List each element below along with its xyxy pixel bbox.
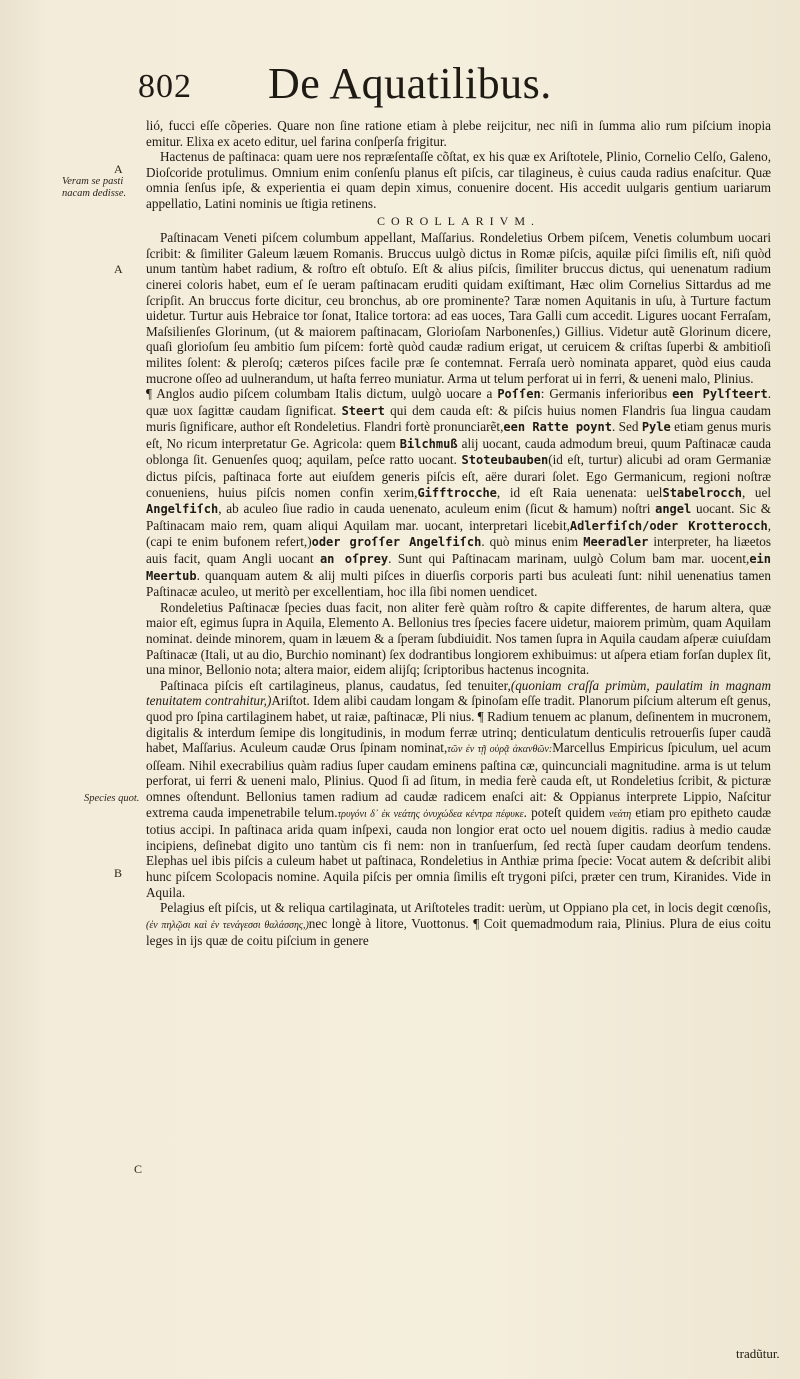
paragraph-3b xyxy=(146,386,771,600)
p3b-text: , (capi te enim bufonem refert,) xyxy=(146,517,771,550)
blackletter-term: angel xyxy=(655,502,692,517)
margin-letter-b: B xyxy=(114,866,123,880)
p5-italic-quote: (quoniam craſſa primùm, paulatim in magnam tenuitatem contrahitur,) xyxy=(146,677,771,709)
p3b-text: ¶ Anglos audio piſcem columbam Italis dictum, uulgò uocare a xyxy=(146,386,493,402)
paragraph-2: Hactenus de paſtinaca: quam uere nos repræſentaſſe cõſtat, ex his quæ ex Ariſtotele, Plinio, Cornelio Celſo, Galeno, Dioſcoride protulimus. Omnium enim conſenſu planus eſt piſcis, car tilagineus, è cuius cauda radius enaſcitur. Quæ omnia ſenſus ipſe, & experientia ei quam depin ximus, conuenire docent. His accedit uulgaris gentium uariarum appellatio, Latini nominis ue ſtigia retinens. xyxy=(146,149,771,211)
margin-note-species: Species quot. xyxy=(84,793,140,804)
greek-quote: τῶν ἐν τῇ οὐρᾷ ἀκανθῶν: xyxy=(447,744,553,756)
blackletter-term: Gifftrocche xyxy=(417,485,497,500)
p3b-text: etiam genus muris eſt, No ricum interpretatur Ge. Agricola: quem xyxy=(146,419,772,451)
main-text-column xyxy=(146,118,771,949)
p3b-text: . quò minus enim xyxy=(481,534,579,550)
margin-letter-a-2: A xyxy=(114,262,123,276)
p5-text: . poteſt quidem xyxy=(523,804,605,820)
blackletter-term: Meeradler xyxy=(583,535,649,550)
blackletter-term: oder groſſer Angelfiſch xyxy=(311,535,482,550)
p5-text: etiam pro epitheto caudæ totius accipi. In paſtinaca arida quam inſpexi, cauda non longior erat octo uel nouem digitis. radius à medio caudæ incipiens, deſinebat digito uno tantùm cis fi nem: non in tranſuerſum, ſed rectà ſuper caudam deorſum tendens. Elephas uel ibis piſcis a culeum habet ut paſtinaca, Rondeletius in Anthiæ prima ſpecie: Vocat autem & deſcribit alibi hunc piſcem Scolopacis nomine. Aquila piſcis per omnia ſimilis eſt trygoni piſci, præter cen trum, Kiranides. Vide in Aquila. xyxy=(146,804,772,900)
greek-quote: νεάτη xyxy=(609,808,632,820)
p6-text: nec longè à litore, Vuottonus. ¶ Coit quemadmodum raia, Plinius. Plura de eius coitu leges in ijs quæ de coitu piſcium in genere xyxy=(146,915,771,949)
paragraph-1: lió, fucci eſſe cõperies. Quare non ſine ratione etiam à plebe reijcitur, nec niſi in ſumma alio rum piſcium inopia emitur. Elixa ex aceto editur, uel farina conſperſa frigitur. xyxy=(146,118,771,149)
greek-quote: (ἐν πηλῷσι καὶ ἐν τενάγεσσι θαλάσσης,) xyxy=(146,919,309,931)
p5-text: Marcellus Empiricus ſpiculum, uel acum oſſeam. Nihil execrabilius quàm radius ſuper caudam eminens paſtina cæ, quincunciali magnitudine. arma is ut telum perforat, ui ferri & ueneni malo, Plinius. Quod ſi ad ſitum, in media ferè cauda eſt, ut Rondeletius ſcribit, & picturæ omnes oſtendunt. Bellonius tamen radium ad caudæ radicem enaſci ait: & Oppianus interprete Lippio, Naſcitur extrema cauda impenetrabile telum. xyxy=(146,740,771,820)
p3b-text: , ab aculeo ſiue radio in cauda uenenato, aculeum enim (ſicut & hamum) noſtri xyxy=(218,501,651,517)
blackletter-term: Adlerfiſch/oder Krotterocch xyxy=(569,518,768,533)
p6-text: Pelagius eſt piſcis, ut & reliqua cartilaginata, ut Ariſtoteles tradit: uerùm, ut Oppiano pla cet, in locis degit cœnoſis, xyxy=(160,900,771,916)
p3b-text: uocant. Sic & Paſtinacam maio rem, quam aliqui Aquilam mar. uocant, interpretari licebit, xyxy=(146,501,771,533)
blackletter-term: Stabelrocch xyxy=(662,485,742,500)
p3b-text: (id eſt, turtur) alicubi ad oram Germaniæ dictus piſcis, paſtinaca forte aut eiuſdem generis piſcis eſt, aëre durari ſolet. Ego Germanicum, regioni noſtræ conueniens, huius piſcis nomen confin xerim, xyxy=(146,452,772,500)
p5-text: Ariſtot. Idem alibi caudam longam & ſpinoſam eſſe tradit. Planorum piſcium alterum eſt genus, quod pro ſpina cartilaginem habet, ut raiæ, paſtinacæ, Pli nius. ¶ Radium tenuem ac planum, deſinentem in mucronem, digitalis & interdum ſemipe dis longitudinis, in modum ferræ utrinq; denticulatum denticulis retrouerſis ſuper caudã habet, Maſſarius. Aculeum caudæ Orus ſpinam nominat, xyxy=(146,693,771,756)
running-title: De Aquatilibus. xyxy=(268,59,552,108)
margin-note-veram: Veram se pasti nacam dedisse. xyxy=(62,176,127,199)
p3b-text: interpreter, ha liæetos auis facit, quam Angli uocant xyxy=(146,534,772,567)
blackletter-term: Bilchmuß xyxy=(399,436,458,451)
page-header xyxy=(138,56,778,112)
p3b-text: , id eſt Raia uenenata: uel xyxy=(496,484,663,500)
margin-letter-c: C xyxy=(134,1162,143,1176)
blackletter-term: een Pylſteert xyxy=(672,387,768,402)
p5-text: Paſtinaca piſcis eſt cartilagineus, planus, caudatus, ſed tenuiter, xyxy=(160,677,511,693)
blackletter-term: Steert xyxy=(341,403,385,418)
blackletter-term: Pyle xyxy=(641,420,671,435)
blackletter-term: een Ratte poynt xyxy=(503,420,612,435)
blackletter-term: Stoteubauben xyxy=(461,453,549,468)
p3b-text: . Sunt qui Paſtinacam marinam, uulgò Colum bam mar. uocent, xyxy=(388,551,750,567)
blackletter-term: Angelfiſch xyxy=(146,502,219,517)
p3b-text: . Sed xyxy=(611,419,639,435)
p3b-text: . quæ uox ſagittæ caudam ſignificat. xyxy=(146,386,771,418)
p3b-text: : Germanis inferioribus xyxy=(540,386,668,402)
p3b-text: qui dem cauda eſt: & piſcis huius nomen Flandris ſua lingua caudam muris ſignificare, author eſt Rondeletius. Flandri fortè pronunciarẽt, xyxy=(146,402,772,435)
paragraph-5 xyxy=(146,678,771,900)
paragraph-3a: Paſtinacam Veneti piſcem columbum appellant, Maſſarius. Rondeletius Orbem piſcem, Venetis columbum uocari ſcribit: & ſimiliter Galeum læuem Romanis. Bruccus uulgò dictus in Romæ piſcis, aquilæ piſci ſimilis eſt, niſi quòd unum tantùm habet radium, & roſtro eſt obtuſo. Eſt & alius piſcis, ſimiliter bruccus dictus, qui uenenatum radium cinerei coloris habet, eum eſ ſe ueram paſtinacam eruditi quidam exiſtimant, Hæc olim Cornelius Sittardus ad me ſcripſit. An bruccus forte dicitur, ceu bronchus, ab ore prominente? Taræ nomen Aquitanis in uſu, à Turture factum uidetur. Turtur auis Hebraice tor ſonat, Italice tortora: ad eas uoces, Tara Galli cum accedit. Ligures uocant Ferraſam, Maſsilienſes Glorinum, (ut & maiorem paſtinacam, Glorioſam Narbonenſes,) Gillius. Videtur autẽ Glorinum dicere, quaſi glorioſum ſeu ambitio ſum piſcem: fortè quòd caudæ radium erigat, ut ceruicem & criſtas ſuperbi & ambitioſi milites ſolent: & pleroſq; cæteros piſces facile præ ſe contemnat. Ferraſa uerò nominata apparet, quòd eius cauda mucrone oſſeo ad uulnerandum, ut haſta ferreo muniatur. Arma ut telum perforat ui in ferri, & ueneni malo, Plinius. xyxy=(146,230,771,386)
blackletter-term: ein Meertub xyxy=(146,552,772,583)
margin-letter-a: A xyxy=(114,162,123,176)
greek-quote: τρυγόνι δ᾽ ἐκ νεάτης ὀνυχώδεα κέντρα πέφυκε xyxy=(337,808,524,820)
blackletter-term: an oſprey xyxy=(319,552,389,567)
blackletter-term: Poſſen xyxy=(497,387,541,402)
p3b-text: . quanquam autem & alij multi piſces in diuerſis corporis parti bus aculeati ſunt: nihil uenenatius tamen Paſtinacæ aculeo, ut meritò per excellentiam, hoc illa ſibi nomen uendicet. xyxy=(146,567,771,600)
paragraph-4: Rondeletius Paſtinacæ ſpecies duas facit, non aliter ferè quàm roſtro & capite differentes, de harum altera, quæ maior eſt, egimus ſupra in Aquila, Elemento A. Bellonius tres ſpecies facere uidetur, maiorem primùm, quam Aquilam nominat. deinde minorem, quam in læuem & a ſperam ſubdiuidit. Nos tamen ſupra in Aquila caudam aſperæ cuiuſdam Paſtinacæ (Itali, ut au dio, Burchio nominant) ſex dodrantibus longiorem exhibuimus: ut aſpera etiam forſan duplex ſit, una minor, Bellonio nota; altera maior, eidem alijſq; ſcriptoribus hactenus incognita. xyxy=(146,599,771,678)
catchword: tradũtur. xyxy=(736,1346,780,1361)
paragraph-6 xyxy=(146,900,771,949)
p3b-text: alij uocant, cauda admodum breui, quum Paſtinacæ cauda oblonga ſit. Genuenſes quoq; aquilam, peſce ratto uocant. xyxy=(146,435,772,468)
p3b-text: , uel xyxy=(741,484,771,500)
section-heading-corollarium: COROLLARIVM. xyxy=(376,213,540,228)
page-number: 802 xyxy=(138,68,192,105)
